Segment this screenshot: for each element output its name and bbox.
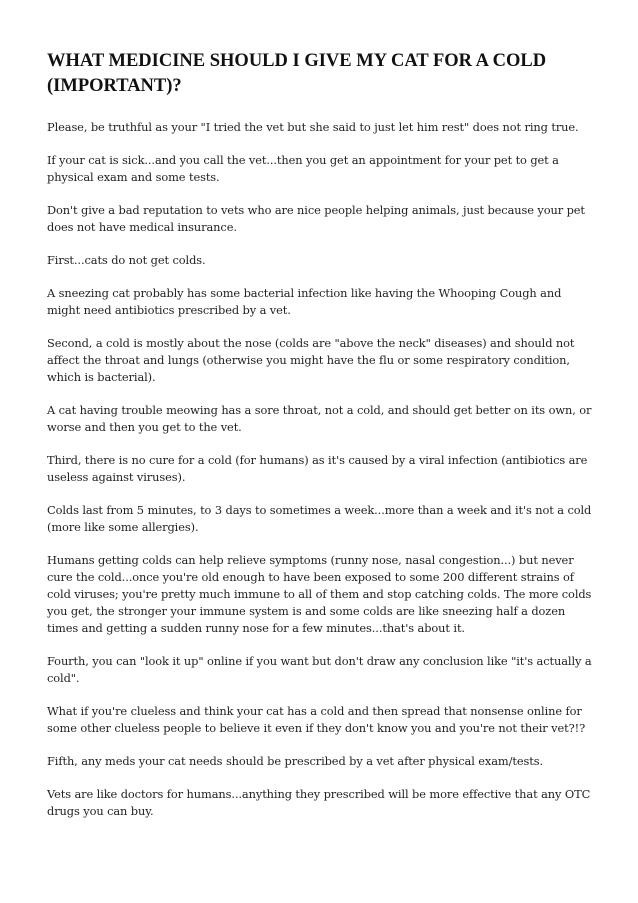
paragraph: Humans getting colds can help relieve symptoms (runny nose, nasal congestion...) but never cure the cold...once you're old enough to have been exposed to some 200 different strains of cold viruses; you're pretty much immune to all of them and stop catching colds. The more colds you get, the stronger your immune system is and some colds are like sneezing half a dozen times and getting a sudden runny nose for a few minutes...that's about it. — [47, 553, 592, 635]
paragraph: Third, there is no cure for a cold (for humans) as it's caused by a viral infection (antibiotics are useless against viruses). — [47, 453, 588, 484]
paragraph: First...cats do not get colds. — [47, 253, 206, 267]
paragraph: Fifth, any meds your cat needs should be prescribed by a vet after physical exam/tests. — [47, 754, 543, 768]
paragraph: A sneezing cat probably has some bacterial infection like having the Whooping Cough and might need antibiotics prescribed by a vet. — [47, 286, 562, 317]
paragraph: If your cat is sick...and you call the vet...then you get an appointment for your pet to get a physical exam and some tests. — [47, 153, 559, 184]
document-title: WHAT MEDICINE SHOULD I GIVE MY CAT FOR A COLD (IMPORTANT)? — [47, 51, 547, 96]
document-page — [47, 49, 595, 836]
paragraph: Vets are like doctors for humans...anything they prescribed will be more effective that any OTC drugs you can buy. — [47, 787, 591, 818]
paragraph: Fourth, you can "look it up" online if you want but don't draw any conclusion like "it's actually a cold". — [47, 654, 592, 685]
paragraph: A cat having trouble meowing has a sore throat, not a cold, and should get better on its own, or worse and then you get to the vet. — [47, 403, 592, 434]
paragraph: Don't give a bad reputation to vets who are nice people helping animals, just because your pet does not have medical insurance. — [47, 203, 585, 234]
paragraph: Second, a cold is mostly about the nose (colds are "above the neck" diseases) and should not affect the throat and lungs (otherwise you might have the flu or some respiratory condition, which is bacterial). — [47, 336, 575, 384]
paragraph: What if you're clueless and think your cat has a cold and then spread that nonsense online for some other clueless people to believe it even if they don't know you and you're not their vet?!? — [47, 704, 586, 735]
paragraph: Please, be truthful as your "I tried the vet but she said to just let him rest" does not ring true. — [47, 120, 579, 134]
paragraph: Colds last from 5 minutes, to 3 days to sometimes a week...more than a week and it's not a cold (more like some allergies). — [47, 503, 592, 534]
